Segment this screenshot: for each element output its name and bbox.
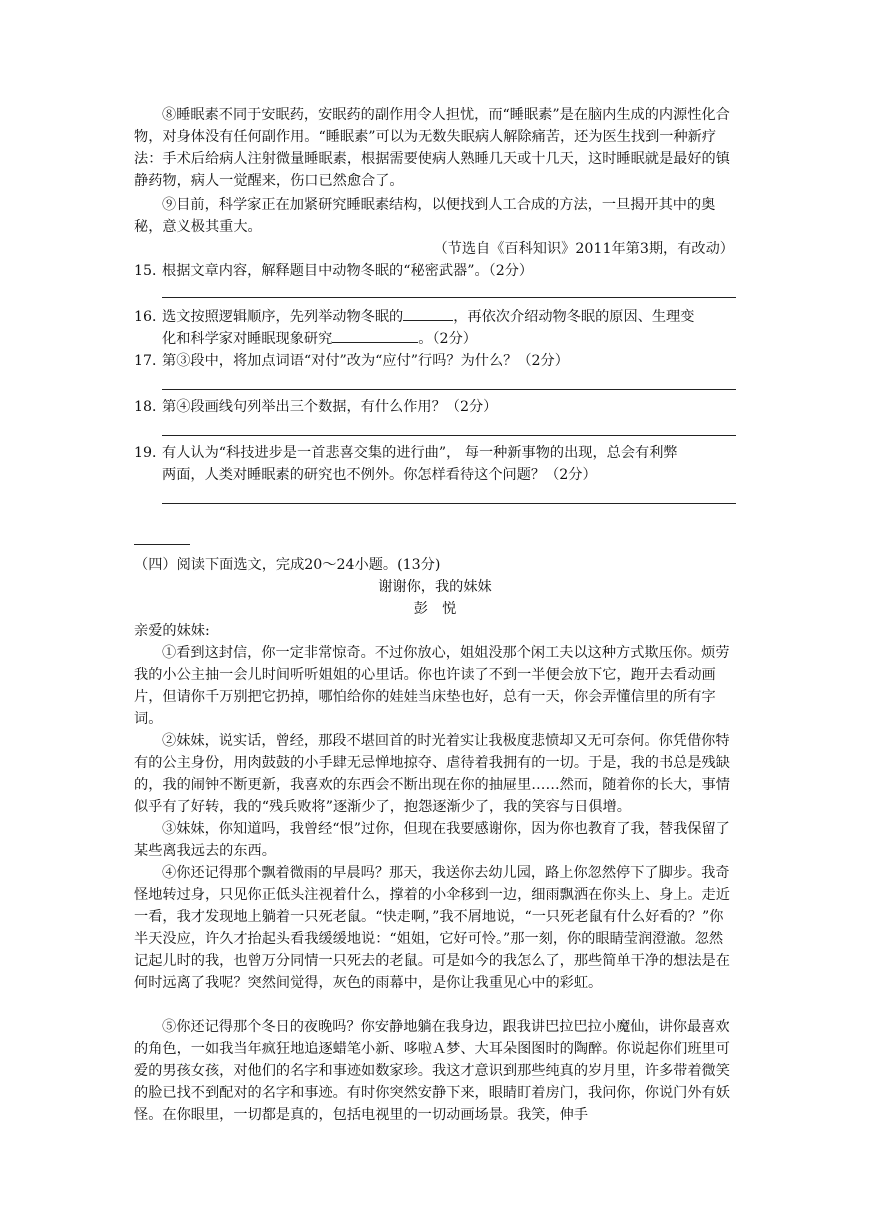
paragraph-9: ⑨目前，科学家正在加紧研究睡眠素结构，以便找到人工合成的方法，一旦揭开其中的奥秘，意义极其重大。 <box>134 197 716 235</box>
answer-line-18[interactable] <box>162 435 736 436</box>
question-15: 15．根据文章内容，解释题目中动物冬眠的“秘密武器”。（2分） <box>134 263 534 279</box>
question-16: 16．选文按照逻辑顺序，先列举动物冬眠的 ，再依次介绍动物冬眠的原因、生理变 化和科学家对睡眠现象研究 。（2分） <box>134 306 736 350</box>
passage-source: （节选自《百科知识》2011年第3期，有改动） <box>433 241 734 257</box>
letter-salutation: 亲爱的妹妹: <box>134 623 210 639</box>
letter-paragraph-3: ③妹妹，你知道吗，我曾经“恨”过你，但现在我要感谢你，因为你也教育了我，替我保留了某些离我远去的东西。 <box>134 821 730 859</box>
answer-line-19[interactable] <box>162 503 736 504</box>
blank-16b[interactable] <box>332 328 418 343</box>
letter-paragraph-2: ②妹妹，说实话，曾经，那段不堪回首的时光着实让我极度悲愤却又无可奈何。你凭借你特有的公主身份，用肉鼓鼓的小手肆无忌惮地掠夺、虐待着我拥有的一切。于是，我的书总是残缺的，我的闹钟不断更新，我喜欢的东西会不断出现在你的抽屉里……然而，随着你的长大，事情似乎有了好转，我的“残兵败将”逐渐少了，抱怨逐渐少了，我的笑容与日俱增。 <box>134 733 730 815</box>
answer-line-15[interactable] <box>162 297 736 298</box>
letter-paragraph-1: ①看到这封信，你一定非常惊奇。不过你放心，姐姐没那个闲工夫以这种方式欺压你。烦劳我的小公主抽一会儿时间听听姐姐的心里话。你也许读了不到一半便会放下它，跑开去看动画片，但请你千万别把它扔掉，哪怕给你的娃娃当床垫也好，总有一天，你会弄懂信里的所有字词。 <box>134 645 730 727</box>
paragraph-8: ⑧睡眠素不同于安眠药，安眠药的副作用令人担忧，而“睡眠素”是在脑内生成的内源性化合物，对身体没有任何副作用。“睡眠素”可以为无数失眠病人解除痛苦，还为医生找到一种新疗法：手术后给病人注射微量睡眠素，根据需要使病人熟睡几天或十几天，这时睡眠就是最好的镇静药物，病人一觉醒来，伤口已然愈合了。 <box>134 107 730 189</box>
footnote-rule <box>134 544 190 545</box>
answer-line-17[interactable] <box>162 389 736 390</box>
letter-paragraph-5: ⑤你还记得那个冬日的夜晚吗？你安静地躺在我身边，跟我讲巴拉巴拉小魔仙，讲你最喜欢的角色，一如我当年疯狂地追逐蜡笔小新、哆啦Ａ梦、大耳朵图图时的陶醉。你说起你们班里可爱的男孩女孩，对他们的名字和事迹如数家珍。我这才意识到那些纯真的岁月里，许多带着微笑的脸已找不到配对的名字和事迹。有时你突然安静下来，眼睛盯着房门，我问你，你说门外有妖怪。在你眼里，一切都是真的，包括电视里的一切动画场景。我笑，伸手 <box>134 1019 730 1123</box>
question-18: 18．第④段画线句列举出三个数据，有什么作用？（2分） <box>134 399 498 415</box>
article-title: 谢谢你，我的妹妹 <box>378 579 492 595</box>
blank-16a[interactable] <box>403 306 453 321</box>
question-17: 17．第③段中，将加点词语“对付”改为“应付”行吗？为什么？（2分） <box>134 353 569 369</box>
question-19: 19．有人认为“科技进步是一首悲喜交集的进行曲”， 每一种新事物的出现，总会有利弊 两面，人类对睡眠素的研究也不例外。你怎样看待这个问题？（2分） <box>134 445 678 483</box>
article-author: 彭 悦 <box>413 601 457 617</box>
section-4-intro: （四）阅读下面选文，完成20～24小题。(13分) <box>134 557 441 573</box>
letter-paragraph-4: ④你还记得那个飘着微雨的早晨吗？那天，我送你去幼儿园，路上你忽然停下了脚步。我奇怪地转过身，只见你正低头注视着什么，撑着的小伞移到一边，细雨飘洒在你头上、身上。走近一看，我才发现地上躺着一只死老鼠。“快走啊，”我不屑地说，“一只死老鼠有什么好看的？”你半天没应，许久才抬起头看我缓缓地说：“姐姐，它好可怜。”那一刻，你的眼睛莹润澄澈。忽然记起儿时的我，也曾万分同情一只死去的老鼠。可是如今的我怎么了，那些简单干净的想法是在何时远离了我呢？突然间觉得，灰色的雨幕中，是你让我重见心中的彩虹。 <box>134 865 730 991</box>
